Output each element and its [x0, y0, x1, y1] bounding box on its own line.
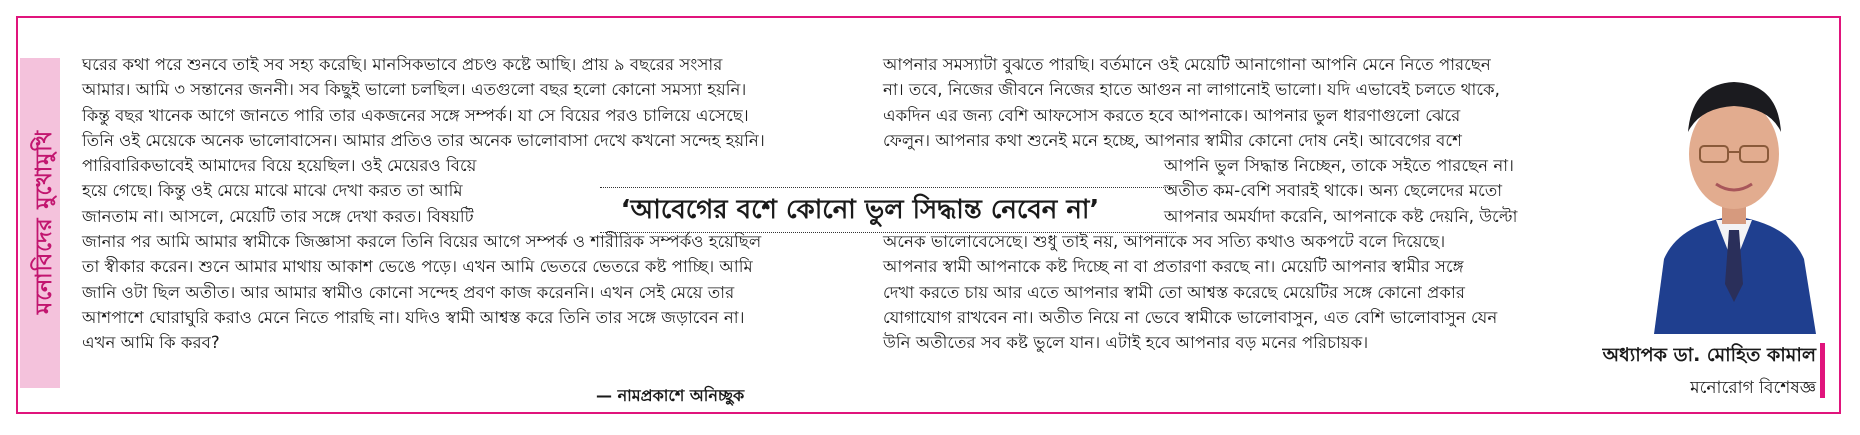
- reply-line: দেখা করতে চায় আর এতে আপনার স্বামী তো আশ্বস্ত করেছে মেয়েটির সঙ্গে কোনো প্রকার: [883, 282, 1465, 302]
- letter-line: পারিবারিকভাবেই আমাদের বিয়ে হয়েছিল। ওই মেয়েরও বিয়ে: [82, 156, 477, 176]
- letter-line: আমার। আমি ৩ সন্তানের জননী। সব কিছুই ভালো চলছিল। এতগুলো বছর হলো কোনো সমস্যা হয়নি।: [82, 80, 747, 100]
- reply-line: অনেক ভালোবেসেছে। শুধু তাই নয়, আপনাকে সব সত্যি কথাও অকপটে বলে দিয়েছে।: [883, 232, 1446, 252]
- author-accent-bar: [1820, 343, 1825, 398]
- letter-line: জানি ওটা ছিল অতীত। আর আমার স্বামীও কোনো সন্দেহ প্রবণ কাজ করেননি। এখন সেই মেয়ে তার: [82, 282, 735, 302]
- reply-line: না। তবে, নিজের জীবনে নিজের হাতে আগুন না লাগানোই ভালো। যদি এভাবেই চলতে থাকে,: [883, 80, 1500, 100]
- reply-line: যোগাযোগ রাখবেন না। অতীত নিয়ে না ভেবে স্বামীকে ভালোবাসুন, এত বেশি ভালোবাসুন যেন: [883, 307, 1498, 327]
- reply-line: আপনার স্বামী আপনাকে কষ্ট দিচ্ছে না বা প্রতারণা করছে না। মেয়েটি আপনার স্বামীর সঙ্গে: [883, 257, 1464, 277]
- reply-line: উনি অতীতের সব কষ্ট ভুলে যান। এটাই হবে আপনার বড় মনের পরিচায়ক।: [883, 333, 1369, 353]
- reply-line: আপনি ভুল সিদ্ধান্ত নিচ্ছেন, তাকে সইতে পারছেন না।: [1164, 156, 1514, 176]
- reply-line: অতীত কম-বেশি সবারই থাকে। অন্য ছেলেদের মতো: [1164, 181, 1503, 201]
- author-designation: মনোরোগ বিশেষজ্ঞ: [1690, 378, 1816, 398]
- letter-signoff: — নামপ্রকাশে অনিচ্ছুক: [596, 386, 745, 405]
- column-label: মনোবিদের মুখোমুখি: [32, 129, 57, 315]
- letter-line: তা স্বীকার করেন। শুনে আমার মাথায় আকাশ ভেঙে পড়ে। এখন আমি ভেতরে ভেতরে কষ্ট পাচ্ছি। আমি: [82, 257, 753, 277]
- expert-reply: [883, 52, 1653, 356]
- person-photo-icon: [1634, 34, 1834, 334]
- letter-line: কিন্তু বছর খানেক আগে জানতে পারি তার একজনের সঙ্গে সম্পর্ক। যা সে বিয়ের পরও চালিয়ে এসেছে।: [82, 105, 749, 125]
- reply-line: একদিন এর জন্য বেশি আফসোস করতে হবে আপনাকে। আপনার ভুল ধারণাগুলো ঝেরে: [883, 105, 1461, 125]
- headline: ‘আবেগের বশে কোনো ভুল সিদ্ধান্ত নেবেন না’: [620, 195, 1100, 225]
- letter-line: আশপাশে ঘোরাঘুরি করাও মেনে নিতে পারছি না। যদিও স্বামী আশ্বস্ত করে তিনি তার সঙ্গে জড়াবেন না।: [82, 307, 745, 327]
- letter-line: ঘরের কথা পরে শুনবে তাই সব সহ্য করেছি। মানসিকভাবে প্রচণ্ড কষ্টে আছি। প্রায় ৯ বছরের সংসার: [82, 55, 723, 74]
- author-photo: [1634, 34, 1834, 334]
- reply-line: ফেলুন। আপনার কথা শুনেই মনে হচ্ছে, আপনার স্বামীর কোনো দোষ নেই। আবেগের বশে: [883, 130, 1462, 150]
- letter-line: হয়ে গেছে। কিন্তু ওই মেয়ে মাঝে মাঝে দেখা করত তা আমি: [82, 181, 463, 201]
- letter-line: জানতাম না। আসলে, মেয়েটি তার সঙ্গে দেখা করত। বিষয়টি: [82, 206, 474, 226]
- letter-line: এখন আমি কি করব?: [82, 333, 220, 353]
- author-name: অধ্যাপক ডা. মোহিত কামাল: [1602, 344, 1816, 366]
- letter-line: তিনি ওই মেয়েকে অনেক ভালোবাসেন। আমার প্রতিও তার অনেক ভালোবাসা দেখে কখনো সন্দেহ হয়নি।: [82, 130, 765, 150]
- reply-line: আপনার অমর্যাদা করেনি, আপনাকে কষ্ট দেয়নি, উল্টো: [1164, 206, 1518, 226]
- letter-line: জানার পর আমি আমার স্বামীকে জিজ্ঞাসা করলে তিনি বিয়ের আগে সম্পর্ক ও শারীরিক সম্পর্কও হয়েছিল: [82, 232, 762, 252]
- reply-line: আপনার সমস্যাটা বুঝতে পারছি। বর্তমানে ওই মেয়েটি আনাগোনা আপনি মেনে নিতে পারছেন: [883, 55, 1491, 74]
